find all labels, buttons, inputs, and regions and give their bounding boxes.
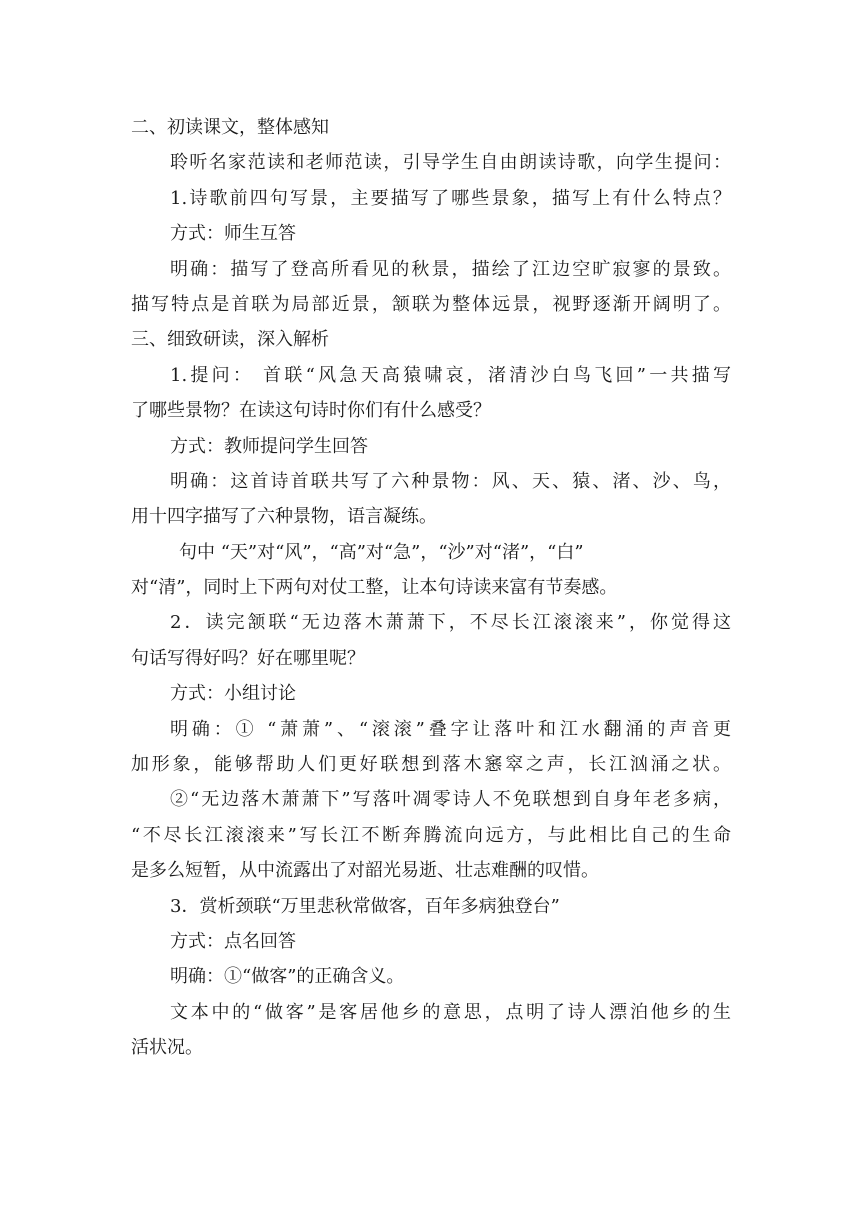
question-line: 1.提问： 首联“风急天高猿啸哀，渚清沙白鸟飞回”一共描写 — [170, 364, 731, 386]
question-line: 了哪些景物？在读这句诗时你们有什么感受？ — [131, 400, 491, 422]
section-heading: 三、细致研读，深入解析 — [131, 329, 329, 351]
method-line: 方式：点名回答 — [170, 930, 296, 952]
answer-line: 用十四字描写了六种景物，语言凝练。 — [131, 506, 437, 528]
paragraph-line: 对“清”，同时上下两句对仗工整，让本句诗读来富有节奏感。 — [131, 577, 618, 599]
paragraph-line: 聆听名家范读和老师范读，引导学生自由朗读诗歌，向学生提问： — [170, 152, 731, 174]
paragraph-line: 活状况。 — [131, 1037, 203, 1059]
section-heading: 二、初读课文，整体感知 — [131, 117, 329, 138]
question-line: 3．赏析颈联“万里悲秋常做客，百年多病独登台” — [170, 895, 560, 917]
answer-line: 明确：这首诗首联共写了六种景物：风、天、猿、渚、沙、鸟， — [170, 470, 731, 492]
question-line: 2．读完颔联“无边落木萧萧下，不尽长江滚滚来”，你觉得这 — [170, 612, 731, 634]
question-line: 1.诗歌前四句写景，主要描写了哪些景象，描写上有什么特点？ — [170, 187, 731, 209]
paragraph-line: 文本中的“做客”是客居他乡的意思，点明了诗人漂泊他乡的生 — [170, 1001, 731, 1023]
method-line: 方式：师生互答 — [170, 223, 296, 245]
document-body — [131, 110, 731, 1066]
answer-line: ②“无边落木萧萧下”写落叶凋零诗人不免联想到自身年老多病， — [170, 789, 731, 811]
answer-line: “不尽长江滚滚来”写长江不断奔腾流向远方，与此相比自己的生命 — [131, 824, 731, 846]
answer-line: 明确：描写了登高所看见的秋景，描绘了江边空旷寂寥的景致。 — [170, 258, 731, 280]
answer-line: 是多么短暂，从中流露出了对韶光易逝、壮志难酬的叹惜。 — [131, 860, 599, 882]
answer-line: 描写特点是首联为局部近景，颔联为整体远景，视野逐渐开阔明了。 — [131, 293, 731, 315]
question-line: 句话写得好吗？好在哪里呢？ — [131, 647, 365, 669]
answer-line: 明确：①“做客”的正确含义。 — [170, 966, 405, 988]
paragraph-line: 句中 “天”对“风”，“高”对“急”，“沙”对“渚”，“白” — [179, 541, 584, 563]
method-line: 方式：小组讨论 — [170, 683, 296, 705]
method-line: 方式：教师提问学生回答 — [170, 435, 368, 457]
answer-line: 加形象，能够帮助人们更好联想到落木窸窣之声，长江汹涌之状。 — [131, 754, 731, 776]
answer-line: 明确：① “萧萧”、“滚滚”叠字让落叶和江水翻涌的声音更 — [170, 718, 731, 740]
